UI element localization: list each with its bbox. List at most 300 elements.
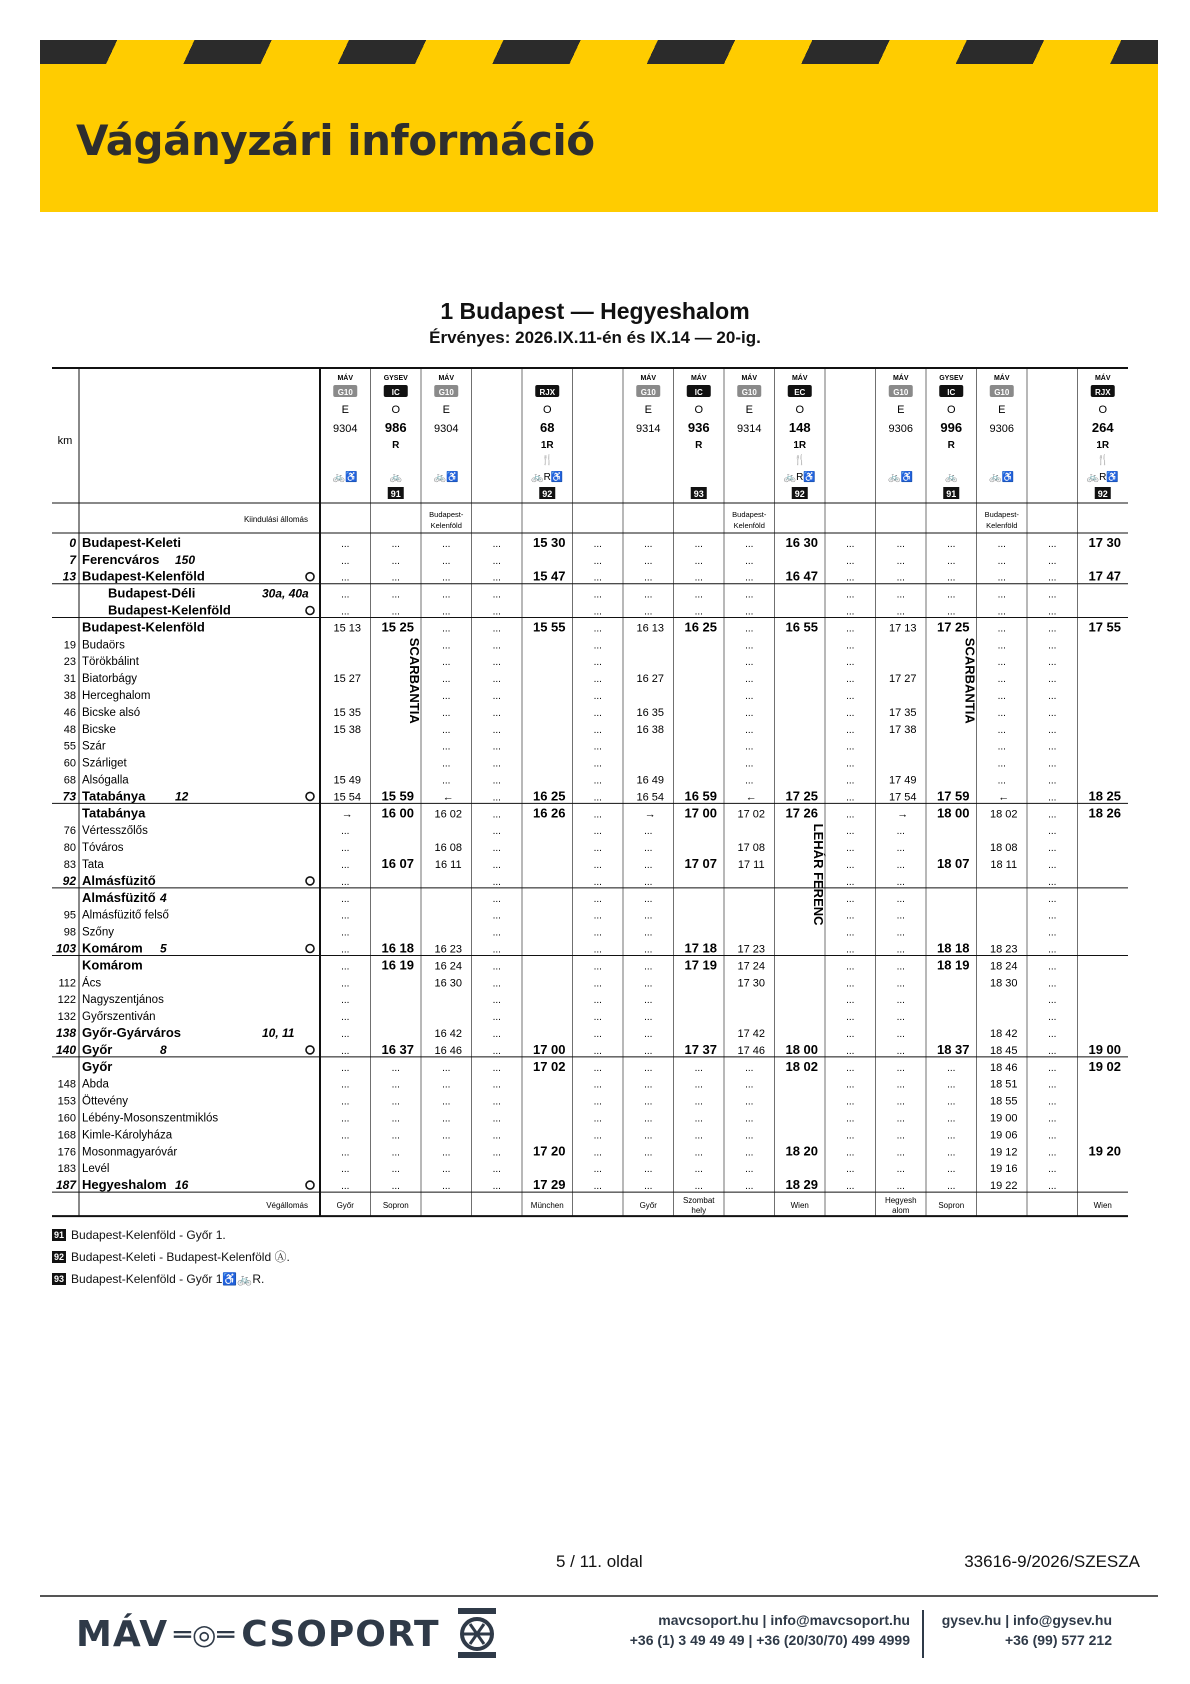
train-footnote: 91 (946, 489, 957, 499)
departure-time: ... (997, 623, 1006, 635)
departure-time: ... (644, 1130, 653, 1142)
departure-time: 17 11 (737, 859, 765, 871)
departure-time: ... (846, 1181, 855, 1193)
station-km: 7 (69, 552, 76, 567)
station-km: 103 (55, 941, 76, 956)
departure-time: ... (341, 876, 350, 888)
departure-time: ... (846, 538, 855, 550)
train-category: G10 (640, 388, 656, 397)
departure-time: 18 46 (989, 1061, 1018, 1074)
departure-time: ... (1048, 1147, 1057, 1159)
footer-divider (40, 1595, 1158, 1597)
departure-time: ... (846, 1147, 855, 1159)
departure-time: ... (896, 1045, 905, 1057)
departure-time: ... (846, 572, 855, 584)
train-category: EC (794, 388, 806, 397)
departure-time: ... (947, 1147, 956, 1159)
station-name: Biatorbágy (82, 673, 137, 686)
departure-time: ... (846, 707, 855, 719)
departure-time: ← (998, 791, 1010, 804)
departure-time: ... (1048, 707, 1057, 719)
departure-time: ... (593, 1164, 602, 1176)
departure-time: ... (492, 589, 501, 601)
logo-text-left: MÁV (76, 1614, 169, 1655)
departure-time: ... (846, 843, 855, 855)
departure-time: ... (644, 927, 653, 939)
departure-time: ... (997, 555, 1006, 567)
departure-time: ... (492, 555, 501, 567)
departure-time: ... (947, 1113, 956, 1125)
footnote-number: 91 (54, 1230, 65, 1240)
departure-time: 16 47 (785, 568, 819, 584)
departure-time: 19 12 (989, 1146, 1018, 1159)
station-km: 98 (63, 926, 76, 939)
mav-phone: +36 (1) 3 49 49 49 | +36 (20/30/70) 499 4999 (629, 1632, 910, 1648)
station-km: 73 (62, 789, 76, 804)
bicycle-accessibility-icon: 🚲R♿ (1086, 472, 1119, 483)
departure-time: 18 37 (936, 1041, 970, 1057)
departure-time: ... (492, 961, 501, 973)
departure-time: ... (1048, 1113, 1057, 1125)
departure-time: 17 25 (785, 788, 819, 804)
gysev-web[interactable]: gysev.hu | info@gysev.hu (941, 1612, 1112, 1628)
departure-time: ... (442, 538, 451, 550)
departure-time: ... (896, 1147, 905, 1159)
station-km: 23 (63, 656, 76, 669)
gysev-contact (942, 1610, 1112, 1650)
departure-time: ... (694, 1164, 703, 1176)
departure-time: ... (341, 944, 350, 956)
departure-time: ... (341, 538, 350, 550)
station-reference: 10, 11 (262, 1026, 295, 1040)
departure-time: ... (745, 1147, 754, 1159)
departure-time: ... (442, 606, 451, 618)
departure-time: ... (492, 978, 501, 990)
station-reference: 4 (160, 890, 167, 905)
departure-time: ... (442, 724, 451, 736)
departure-time: ... (694, 589, 703, 601)
departure-time: ... (1048, 1045, 1057, 1057)
departure-time: ... (1048, 1062, 1057, 1074)
station-km: 38 (63, 690, 76, 702)
departure-time: ... (492, 792, 501, 804)
station-km: 183 (57, 1163, 76, 1176)
departure-time: ... (896, 1096, 905, 1108)
departure-time: 16 49 (636, 774, 665, 787)
station-name: Győrszentiván (82, 1011, 156, 1024)
departure-time: ... (593, 606, 602, 618)
train-footnote: 92 (794, 489, 805, 499)
departure-time: 17 54 (888, 791, 917, 804)
departure-time: ... (391, 555, 400, 567)
station-name: Budapest-Keleti (82, 534, 181, 550)
train-operator: MÁV (438, 375, 455, 382)
station-name: Győr (82, 1058, 113, 1074)
station-name: Budapest-Déli (108, 585, 196, 601)
departure-time: 17 02 (737, 808, 766, 821)
departure-time: ... (745, 623, 754, 635)
departure-time: ... (896, 978, 905, 990)
departure-time: ... (896, 1079, 905, 1091)
page-title: Vágányzári információ (76, 116, 595, 165)
train-number: 936 (687, 420, 710, 435)
departure-time: ... (694, 1181, 703, 1193)
departure-time: 19 06 (989, 1129, 1018, 1142)
departure-time: ... (492, 1164, 501, 1176)
departure-time: ... (492, 775, 501, 787)
station-name: Tata (82, 859, 104, 871)
departure-time: 15 54 (333, 791, 362, 804)
departure-time: ... (1048, 640, 1057, 652)
departure-time: ... (694, 1096, 703, 1108)
departure-time: ... (492, 1012, 501, 1024)
station-name: Vértesszőlős (82, 825, 148, 838)
departure-time: ... (846, 758, 855, 770)
departure-time: ... (846, 1096, 855, 1108)
departure-time: 17 37 (684, 1041, 718, 1057)
departure-time: ... (442, 589, 451, 601)
departure-time: ... (391, 572, 400, 584)
departure-time: ... (947, 606, 956, 618)
departure-time: ... (593, 741, 602, 753)
departure-time: ... (745, 1079, 754, 1091)
train-operator: MÁV (993, 375, 1010, 382)
departure-time: ... (694, 1113, 703, 1125)
station-name: Törökbálint (82, 656, 139, 669)
train-destination: Győr (336, 1201, 354, 1211)
departure-time: 16 27 (636, 673, 665, 686)
station-km: 13 (62, 569, 76, 584)
departure-time: ... (492, 657, 501, 669)
departure-time: ... (593, 572, 602, 584)
page-number: 5 / 11. oldal (556, 1552, 643, 1571)
departure-time: ... (1048, 1164, 1057, 1176)
departure-time: ... (947, 1164, 956, 1176)
departure-time: ... (442, 640, 451, 652)
departure-time: ... (896, 860, 905, 871)
departure-time: ... (846, 1079, 855, 1091)
station-name: Almásfüzitő (82, 889, 156, 905)
departure-time: ... (442, 707, 451, 719)
bicycle-accessibility-icon: 🚲♿ (433, 472, 459, 483)
departure-time: ... (492, 944, 501, 956)
departure-time: 16 59 (684, 788, 718, 804)
departure-time: ... (341, 910, 350, 922)
departure-time: ... (1048, 1181, 1057, 1193)
train-category: IC (391, 388, 400, 397)
departure-time: 16 25 (532, 788, 566, 804)
departure-time: 19 16 (989, 1163, 1018, 1176)
station-name: Szőny (82, 926, 114, 939)
departure-time: ... (694, 555, 703, 567)
train-class: E (644, 404, 652, 416)
station-name: Almásfüzitő (82, 872, 156, 888)
departure-time: 18 29 (785, 1177, 819, 1193)
departure-time: ... (745, 555, 754, 567)
departure-time: ... (896, 961, 905, 973)
station-circle-icon (306, 1046, 314, 1054)
origin-label: Kiindulási állomás (243, 515, 308, 524)
departure-time: ... (896, 910, 905, 922)
station-circle-icon (306, 607, 314, 615)
departure-time: ... (644, 1113, 653, 1125)
departure-time: ... (341, 978, 350, 990)
train-footnote: 92 (1097, 489, 1108, 499)
station-km: 187 (55, 1178, 76, 1193)
train-number: 9304 (434, 423, 459, 435)
station-km: 176 (57, 1146, 76, 1159)
departure-time: ... (846, 792, 855, 804)
departure-time: ... (846, 1062, 855, 1074)
departure-time: 16 55 (785, 619, 819, 635)
departure-time: ... (947, 1079, 956, 1091)
departure-time: 18 07 (936, 856, 970, 871)
mav-web[interactable]: mavcsoport.hu | info@mavcsoport.hu (658, 1612, 910, 1628)
footnote (52, 1268, 290, 1290)
departure-time: ... (593, 758, 602, 770)
departure-time: ... (593, 876, 602, 888)
departure-time: ... (644, 1096, 653, 1108)
train-destination: München (530, 1201, 564, 1211)
departure-time: 17 30 (1088, 534, 1122, 550)
station-km: 132 (57, 1011, 76, 1024)
departure-time: ... (745, 572, 754, 584)
train-destination: Wien (1093, 1201, 1112, 1211)
departure-time: 17 55 (1088, 619, 1122, 635)
departure-time: ... (1048, 775, 1057, 787)
station-reference: 150 (175, 552, 196, 567)
departure-time: ... (745, 589, 754, 601)
train-category: G10 (893, 388, 909, 397)
departure-time: ... (492, 1181, 501, 1193)
departure-time: ... (1048, 792, 1057, 804)
departure-time: ... (341, 555, 350, 567)
station-km: 19 (63, 639, 76, 652)
departure-time: ... (593, 657, 602, 669)
departure-time: ... (341, 572, 350, 584)
departure-time: ... (644, 860, 653, 871)
departure-time: ... (593, 538, 602, 550)
departure-time: 18 42 (989, 1028, 1018, 1040)
departure-time: ... (644, 589, 653, 601)
train-number: 9314 (737, 423, 762, 435)
departure-time: ... (593, 707, 602, 719)
bicycle-accessibility-icon: 🚲 (945, 472, 958, 483)
departure-time: ... (341, 860, 350, 871)
station-reference: 16 (175, 1178, 189, 1193)
departure-time: ... (593, 623, 602, 635)
departure-time: ... (492, 876, 501, 888)
train-category: G10 (438, 388, 454, 397)
reservation-mark: R (947, 440, 955, 451)
departure-time: ... (846, 775, 855, 787)
departure-time: 18 02 (989, 808, 1018, 821)
departure-time: 15 25 (381, 619, 415, 635)
departure-time: 17 38 (888, 723, 917, 736)
train-footnote: 91 (390, 489, 401, 499)
destination-label: Végállomás (266, 1201, 308, 1211)
station-km: 31 (63, 673, 76, 686)
departure-time: ... (1048, 843, 1057, 855)
station-circle-icon (306, 877, 314, 885)
departure-time: ... (593, 978, 602, 990)
station-km: 60 (63, 757, 76, 770)
station-name: Budaörs (82, 639, 125, 652)
departure-time: 16 23 (434, 943, 463, 956)
departure-time: 16 25 (684, 619, 718, 635)
departure-time: ... (694, 1062, 703, 1074)
departure-time: ... (896, 876, 905, 888)
departure-time: 17 08 (737, 842, 766, 855)
km-label: km (57, 435, 73, 447)
departure-time: ... (644, 876, 653, 888)
departure-time: ... (896, 1113, 905, 1125)
departure-time: 17 00 (684, 805, 718, 821)
departure-time: ... (492, 707, 501, 719)
departure-time: 18 20 (785, 1143, 819, 1159)
departure-time: ... (1048, 741, 1057, 753)
train-category: IC (694, 388, 703, 397)
departure-time: ... (1048, 826, 1057, 838)
departure-time: ... (997, 572, 1006, 584)
departure-time: 19 20 (1088, 1143, 1122, 1159)
departure-time: ... (341, 1113, 350, 1125)
departure-time: ... (391, 1130, 400, 1142)
train-number: 9304 (333, 423, 358, 435)
train-origin: Budapest- (984, 510, 1019, 519)
departure-time: ... (1048, 1079, 1057, 1091)
departure-time: ... (745, 741, 754, 753)
departure-time: ... (745, 1181, 754, 1193)
departure-time: ... (593, 640, 602, 652)
departure-time: ... (644, 538, 653, 550)
train-operator: MÁV (791, 375, 808, 382)
train-class: O (694, 404, 704, 416)
departure-time: ... (644, 944, 653, 956)
departure-time: ... (341, 1029, 350, 1040)
departure-time: ... (745, 674, 754, 686)
station-km: 148 (57, 1078, 76, 1091)
departure-time: ... (593, 961, 602, 973)
departure-time: 15 27 (333, 673, 362, 686)
departure-time: ... (492, 1045, 501, 1057)
train-class: E (897, 404, 905, 416)
departure-time: 16 13 (636, 622, 665, 635)
train-category: G10 (741, 388, 757, 397)
departure-time: ... (1048, 1029, 1057, 1040)
train-origin: Budapest- (429, 510, 464, 519)
departure-time: 15 13 (333, 622, 362, 635)
departure-time: ... (492, 910, 501, 922)
departure-time: ... (644, 978, 653, 990)
departure-time: ... (341, 843, 350, 855)
footnote-number: 93 (54, 1274, 65, 1284)
departure-time: ... (846, 876, 855, 888)
station-name: Bicske alsó (82, 706, 141, 719)
departure-time: ... (846, 1130, 855, 1142)
departure-time: ... (997, 674, 1006, 686)
train-destination: hely (691, 1206, 707, 1216)
gysev-phone: +36 (99) 577 212 (1004, 1632, 1112, 1648)
train-class: E (442, 404, 450, 416)
departure-time: 17 29 (532, 1177, 566, 1193)
departure-time: → (644, 808, 656, 821)
footer-vertical-divider (922, 1610, 924, 1658)
departure-time: 18 08 (989, 842, 1018, 855)
station-name: Hegyeshalom (82, 1177, 167, 1193)
train-category: RJX (539, 388, 556, 397)
departure-time: ... (391, 1113, 400, 1125)
departure-time: ... (846, 674, 855, 686)
departure-time: 18 11 (990, 859, 1018, 871)
departure-time: ... (947, 555, 956, 567)
train-operator: MÁV (640, 375, 657, 382)
station-name: Mosonmagyaróvár (82, 1146, 178, 1159)
departure-time: ... (644, 893, 653, 905)
train-category: G10 (337, 388, 353, 397)
departure-time: ... (442, 1181, 451, 1193)
station-name: Kimle-Károlyháza (82, 1129, 173, 1142)
train-origin: Kelenföld (986, 521, 1018, 530)
departure-time: ... (442, 1164, 451, 1176)
station-name: Budapest-Kelenföld (108, 602, 231, 618)
train-number: 986 (384, 420, 407, 435)
departure-time: ... (1048, 674, 1057, 686)
departure-time: ... (492, 691, 501, 702)
train-footnote: 92 (542, 489, 553, 499)
departure-time: 18 00 (785, 1041, 819, 1057)
departure-time: ... (947, 1130, 956, 1142)
departure-time: ... (492, 1096, 501, 1108)
station-km: 95 (63, 909, 76, 922)
dining-icon: 🍴 (793, 455, 806, 466)
train-number: 996 (940, 420, 963, 435)
departure-time: 18 25 (1088, 788, 1122, 804)
departure-time: ... (442, 623, 451, 635)
departure-time: ... (644, 961, 653, 973)
departure-time: 19 02 (1088, 1058, 1122, 1074)
departure-time: 15 38 (333, 723, 362, 736)
departure-time: ... (492, 927, 501, 939)
departure-time: ... (644, 1029, 653, 1040)
departure-time: ... (644, 572, 653, 584)
departure-time: → (897, 808, 909, 821)
departure-time: ... (492, 860, 501, 871)
train-origin: Kelenföld (733, 521, 765, 530)
departure-time: ... (997, 640, 1006, 652)
departure-time: ... (745, 775, 754, 787)
departure-time: 16 37 (381, 1041, 415, 1057)
station-name: Herceghalom (82, 690, 151, 702)
departure-time: 16 11 (434, 859, 462, 871)
departure-time: ... (341, 1181, 350, 1193)
departure-time: ... (341, 1130, 350, 1142)
station-name: Ács (82, 977, 102, 990)
departure-time: ... (593, 843, 602, 855)
footnote (52, 1224, 290, 1246)
departure-time: ... (442, 674, 451, 686)
departure-time: ... (997, 538, 1006, 550)
train-name: SCARBANTIA (962, 637, 978, 724)
departure-time: ... (896, 1029, 905, 1040)
departure-time: 15 49 (333, 774, 362, 787)
station-name: Tatabánya (82, 805, 146, 821)
station-reference: 12 (175, 789, 189, 804)
departure-time: 19 22 (989, 1180, 1018, 1193)
departure-time: ... (492, 1147, 501, 1159)
departure-time: ... (1048, 978, 1057, 990)
departure-time: ... (1048, 860, 1057, 871)
